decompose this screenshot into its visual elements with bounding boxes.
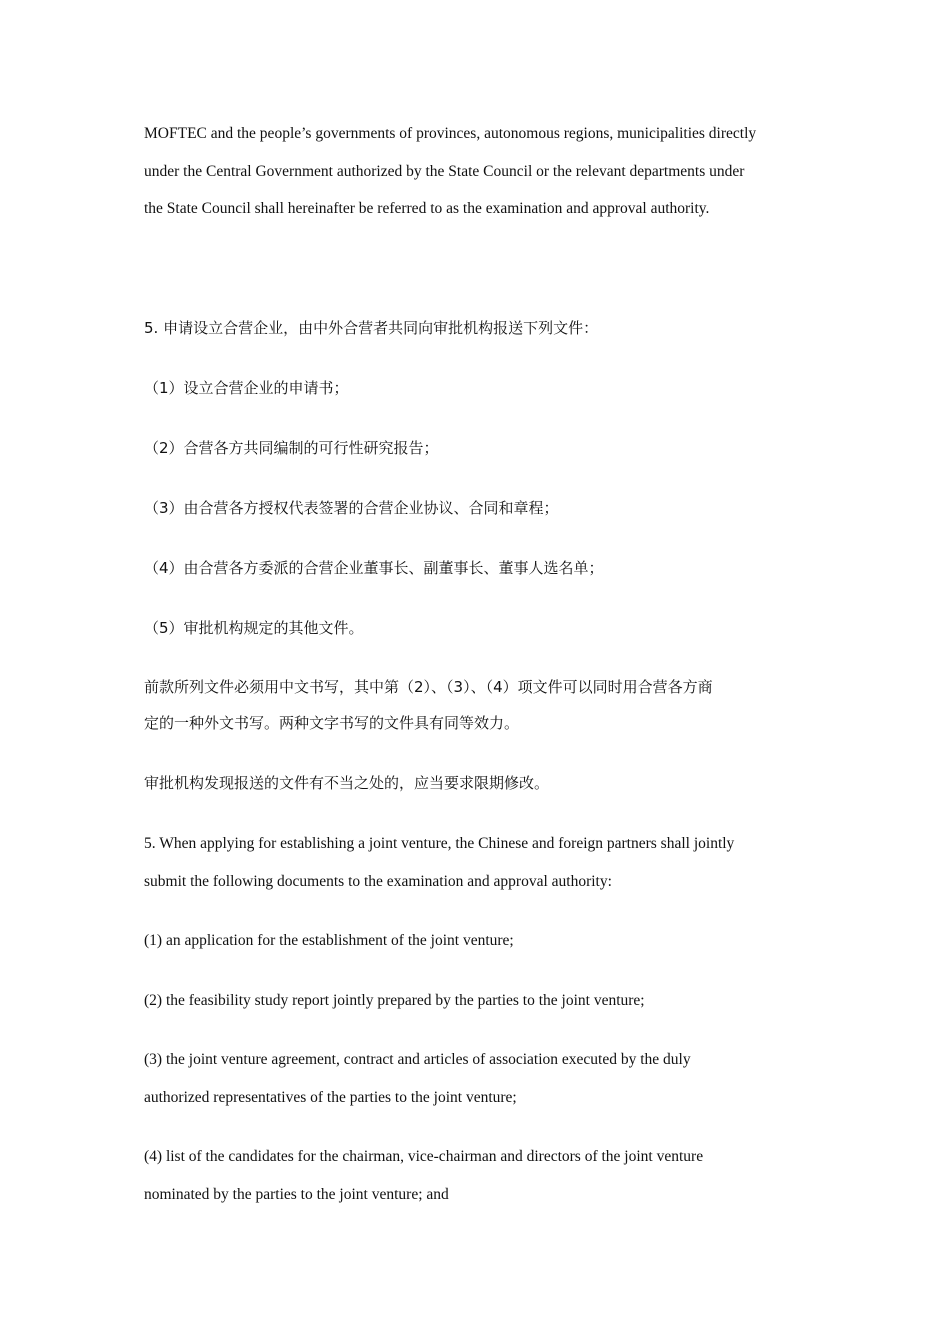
intro-line-3: the State Council shall hereinafter be referred to as the examination and approval authority. [144, 200, 710, 217]
intro-line-1: MOFTEC and the people’s governments of provinces, autonomous regions, municipalities directly [144, 125, 757, 142]
en-item-3-line-2: authorized representatives of the parties to the joint venture; [144, 1088, 517, 1106]
zh-language-clause-line-2: 定的一种外文书写。两种文字书写的文件具有同等效力。 [144, 714, 520, 732]
zh-language-clause-line-1: 前款所列文件必须用中文书写，其中第（2）、（3）、（4）项文件可以同时用合营各方商 [144, 678, 713, 696]
en-item-2: (2) the feasibility study report jointly prepared by the parties to the joint venture; [144, 992, 645, 1009]
zh-correction-clause: 审批机构发现报送的文件有不当之处的，应当要求限期修改。 [144, 774, 550, 792]
en-item-3 [144, 1041, 814, 1116]
zh-item-5: （5）审批机构规定的其他文件。 [144, 619, 364, 637]
zh-item-4: （4）由合营各方委派的合营企业董事长、副董事长、董事人选名单； [144, 559, 604, 577]
zh-item-3: （3）由合营各方授权代表签署的合营企业协议、合同和章程； [144, 499, 559, 517]
en-article-5-line-1: 5. When applying for establishing a joint venture, the Chinese and foreign partners shall jointly [144, 835, 735, 852]
en-article-5-heading [144, 825, 814, 900]
en-item-3-line-1: (3) the joint venture agreement, contract and articles of association executed by the duly [144, 1051, 691, 1068]
en-item-4-line-1: (4) list of the candidates for the chairman, vice-chairman and directors of the joint venture [144, 1148, 704, 1165]
intro-line-2: under the Central Government authorized by the State Council or the relevant departments under [144, 162, 745, 180]
zh-item-1: （1）设立合营企业的申请书； [144, 379, 349, 397]
zh-item-2: （2）合营各方共同编制的可行性研究报告； [144, 439, 439, 457]
en-item-4 [144, 1138, 814, 1213]
en-item-1: (1) an application for the establishment of the joint venture; [144, 932, 514, 949]
zh-article-5-heading: 5. 申请设立合营企业，由中外合营者共同向审批机构报送下列文件： [144, 319, 599, 337]
en-item-4-line-2: nominated by the parties to the joint venture; and [144, 1185, 449, 1203]
en-article-5-line-2: submit the following documents to the examination and approval authority: [144, 872, 612, 890]
intro-paragraph [144, 115, 814, 228]
zh-language-clause [144, 669, 814, 741]
